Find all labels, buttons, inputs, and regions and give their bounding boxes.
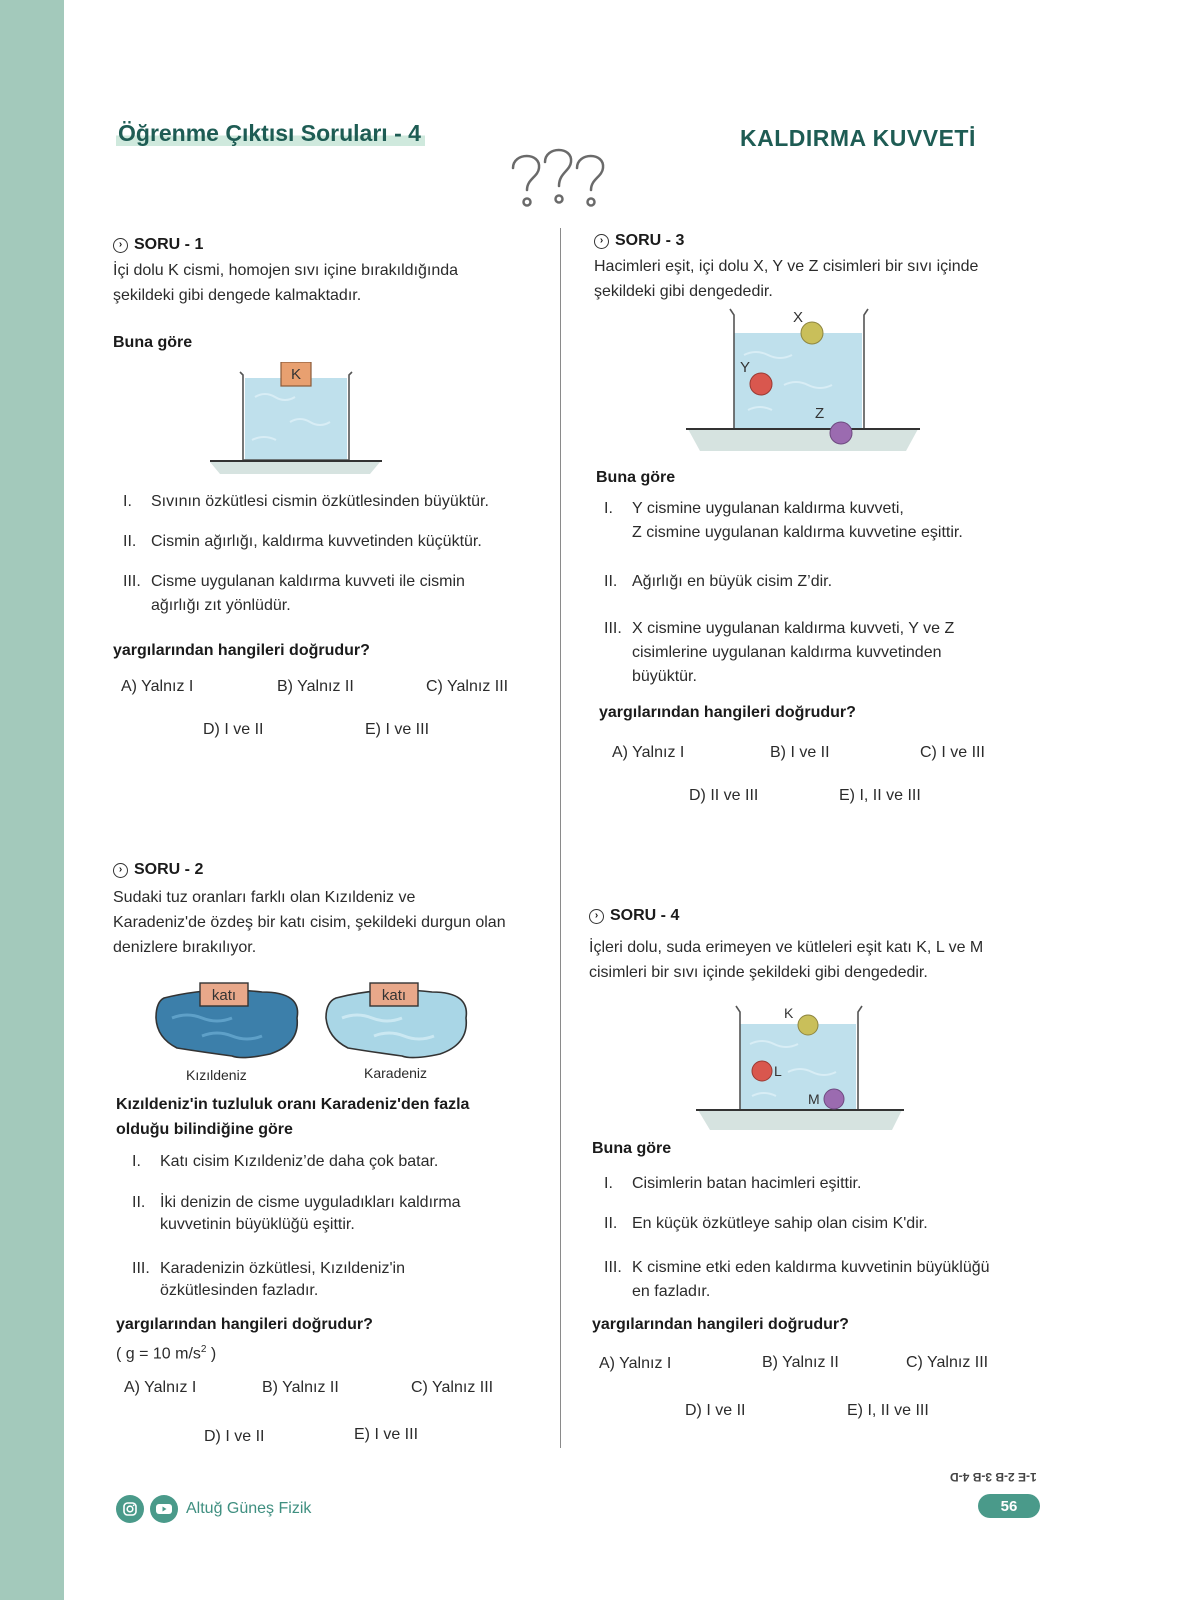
q2-label: SORU - 2 [134, 861, 204, 878]
statement-text: Karadenizin özkütlesi, Kızıldeniz'in [160, 1260, 405, 1277]
q4-label-k: K [784, 1005, 794, 1021]
q3-option-d[interactable]: D) II ve III [689, 787, 759, 804]
statement-text: Cisimlerin batan hacimleri eşittir. [632, 1175, 862, 1192]
statement-text: Z cismine uygulanan kaldırma kuvvetine eşittir. [632, 524, 963, 541]
q4-text-line: cisimleri bir sıvı içinde şekildeki gibi dengededir. [589, 964, 928, 981]
q4-ball-m [824, 1089, 844, 1109]
q2-figure [152, 978, 482, 1078]
q4-option-d[interactable]: D) I ve II [685, 1402, 746, 1419]
statement-number: II. [604, 1215, 618, 1232]
q3-text [594, 254, 1034, 304]
red-sea-label: Kızıldeniz [186, 1067, 247, 1083]
q3-option-b[interactable]: B) I ve II [770, 744, 830, 761]
column-divider [560, 228, 561, 1448]
q4-figure-base [698, 1110, 902, 1130]
q2-option-b[interactable]: B) Yalnız II [262, 1379, 339, 1396]
q4-label-l: L [774, 1063, 782, 1079]
q1-block-label: K [290, 366, 302, 383]
q3-option-e[interactable]: E) I, II ve III [839, 787, 921, 804]
q1-option-c[interactable]: C) Yalnız III [426, 678, 509, 695]
q3-heading [594, 232, 684, 250]
q2-statement-2 [132, 1192, 461, 1236]
q1-figure [210, 362, 390, 480]
black-sea-label: Karadeniz [364, 1065, 428, 1081]
gravity-text: ( g = 10 m/s [116, 1345, 201, 1363]
statement-text: Y cismine uygulanan kaldırma kuvveti, [632, 500, 904, 517]
section-title-text: Öğrenme Çıktısı Soruları - 4 [116, 120, 425, 146]
statement-text: Katı cisim Kızıldeniz’de daha çok batar. [160, 1153, 439, 1170]
statement-text: cisimlerine uygulanan kaldırma kuvvetinden [632, 644, 942, 661]
statement-number: II. [123, 533, 137, 550]
q4-option-b[interactable]: B) Yalnız II [762, 1354, 839, 1371]
q4-heading [589, 907, 679, 925]
q4-statement-2 [604, 1212, 928, 1236]
q4-ball-l [752, 1061, 772, 1081]
q4-figure [696, 1000, 906, 1135]
statement-text: kuvvetinin büyüklüğü eşittir. [160, 1216, 355, 1233]
q3-ball-x [801, 322, 823, 344]
q2-text-line: Karadeniz'de özdeş bir katı cisim, şekildeki durgun olan [113, 914, 506, 931]
q3-label-z: Z [815, 405, 825, 422]
q2-option-a[interactable]: A) Yalnız I [124, 1379, 197, 1396]
q1-statement-1 [123, 490, 489, 514]
q2-heading [113, 861, 203, 879]
q4-label: SORU - 4 [610, 907, 680, 924]
q2-lead-line: olduğu bilindiğine göre [116, 1121, 293, 1138]
q4-text [589, 935, 1034, 985]
statement-text: İki denizin de cisme uyguladıkları kaldırma [160, 1194, 461, 1211]
q3-option-a[interactable]: A) Yalnız I [612, 744, 685, 761]
q2-option-c[interactable]: C) Yalnız III [411, 1379, 494, 1396]
q3-lead: Buna göre [596, 469, 676, 486]
question-marks-icon [505, 146, 615, 216]
page-sidebar-band [0, 0, 64, 1600]
q2-text-line: denizlere bırakılıyor. [113, 939, 257, 956]
q3-figure [684, 305, 924, 455]
chevron-right-icon: › [113, 238, 128, 253]
statement-text: büyüktür. [632, 668, 697, 685]
q3-figure-base [688, 429, 918, 451]
statement-text: X cismine uygulanan kaldırma kuvveti, Y ve Z [632, 620, 955, 637]
q1-statement-3 [123, 570, 465, 618]
statement-number: III. [132, 1260, 150, 1277]
q1-heading [113, 236, 203, 254]
q1-statement-2 [123, 530, 482, 554]
q3-ball-z [830, 422, 852, 444]
gravity-exponent: 2 [200, 1344, 207, 1355]
q3-text-line: şekildeki gibi dengededir. [594, 283, 773, 300]
q2-question: yargılarından hangileri doğrudur? [116, 1316, 373, 1333]
q4-lead: Buna göre [592, 1140, 672, 1157]
q4-text-line: İçleri dolu, suda erimeyen ve kütleleri eşit katı K, L ve M [589, 939, 984, 956]
q3-ball-y [750, 373, 772, 395]
q2-statement-3 [132, 1258, 405, 1302]
q3-label-x: X [793, 309, 804, 326]
chevron-right-icon: › [589, 909, 604, 924]
q2-block-label: katı [381, 987, 407, 1004]
statement-number: I. [123, 493, 132, 510]
youtube-icon[interactable] [150, 1495, 178, 1523]
q4-question: yargılarından hangileri doğrudur? [592, 1316, 849, 1333]
statement-number: III. [604, 1259, 622, 1276]
q1-question: yargılarından hangileri doğrudur? [113, 642, 370, 659]
q1-text-line: İçi dolu K cismi, homojen sıvı içine bırakıldığında [113, 262, 459, 279]
statement-number: I. [604, 500, 613, 517]
q4-option-a[interactable]: A) Yalnız I [599, 1355, 672, 1372]
q3-option-c[interactable]: C) I ve III [920, 744, 985, 761]
statement-number: III. [123, 573, 141, 590]
page-number: 56 [978, 1494, 1040, 1518]
statement-number: I. [604, 1175, 613, 1192]
section-title [116, 120, 425, 147]
q3-statement-1 [604, 497, 963, 545]
q1-option-e[interactable]: E) I ve III [365, 721, 430, 738]
gravity-close: ) [206, 1345, 217, 1363]
q4-statement-1 [604, 1172, 861, 1196]
q3-question: yargılarından hangileri doğrudur? [599, 704, 856, 721]
q2-block-label: katı [211, 987, 237, 1004]
q2-statement-1 [132, 1150, 438, 1174]
q2-option-e[interactable]: E) I ve III [354, 1426, 419, 1443]
statement-number: II. [132, 1194, 146, 1211]
statement-text: ağırlığı zıt yönlüdür. [151, 597, 291, 614]
q2-text-line: Sudaki tuz oranları farklı olan Kızıldeniz ve [113, 889, 416, 906]
q2-lead [116, 1092, 469, 1142]
topic-title: KALDIRMA KUVVETİ [740, 125, 976, 151]
answer-key: 1-E 2-B 3-B 4-D [950, 1470, 1037, 1484]
statement-text: en fazladır. [632, 1283, 711, 1300]
q3-label: SORU - 3 [615, 232, 685, 249]
q1-label: SORU - 1 [134, 236, 204, 253]
q1-text-line: şekildeki gibi dengede kalmaktadır. [113, 287, 362, 304]
q2-gravity-note [116, 1344, 216, 1363]
statement-number: I. [132, 1153, 141, 1170]
q3-label-y: Y [740, 359, 751, 376]
statement-text: Sıvının özkütlesi cismin özkütlesinden büyüktür. [151, 493, 489, 510]
q4-statement-3 [604, 1256, 990, 1304]
q2-text [113, 885, 558, 960]
q3-statement-3 [604, 617, 954, 689]
footer-brand [116, 1495, 311, 1523]
statement-number: II. [604, 573, 618, 590]
statement-number: III. [604, 620, 622, 637]
q1-option-b[interactable]: B) Yalnız II [277, 678, 354, 695]
q2-lead-line: Kızıldeniz'in tuzluluk oranı Karadeniz'den fazla [116, 1096, 470, 1113]
chevron-right-icon: › [113, 863, 128, 878]
statement-text: Ağırlığı en büyük cisim Z’dir. [632, 573, 833, 590]
chevron-right-icon: › [594, 234, 609, 249]
statement-text: En küçük özkütleye sahip olan cisim K'dir. [632, 1215, 928, 1232]
q4-ball-k [798, 1015, 818, 1035]
statement-text: K cismine etki eden kaldırma kuvvetinin büyüklüğü [632, 1259, 990, 1276]
q1-option-d[interactable]: D) I ve II [203, 721, 264, 738]
q3-text-line: Hacimleri eşit, içi dolu X, Y ve Z cisimleri bir sıvı içinde [594, 258, 979, 275]
q4-label-m: M [808, 1091, 820, 1107]
brand-name: Altuğ Güneş Fizik [186, 1500, 312, 1517]
q3-statement-2 [604, 570, 832, 594]
q1-option-a[interactable]: A) Yalnız I [121, 678, 194, 695]
q1-lead: Buna göre [113, 334, 193, 351]
statement-text: Cismin ağırlığı, kaldırma kuvvetinden küçüktür. [151, 533, 482, 550]
q2-option-d[interactable]: D) I ve II [204, 1428, 265, 1445]
q4-option-e[interactable]: E) I, II ve III [847, 1402, 929, 1419]
q1-text [113, 258, 553, 308]
q4-option-c[interactable]: C) Yalnız III [906, 1354, 989, 1371]
statement-text: Cisme uygulanan kaldırma kuvveti ile cismin [151, 573, 465, 590]
statement-text: özkütlesinden fazladır. [160, 1282, 319, 1299]
q1-figure-base [210, 462, 380, 474]
instagram-icon[interactable] [116, 1495, 144, 1523]
